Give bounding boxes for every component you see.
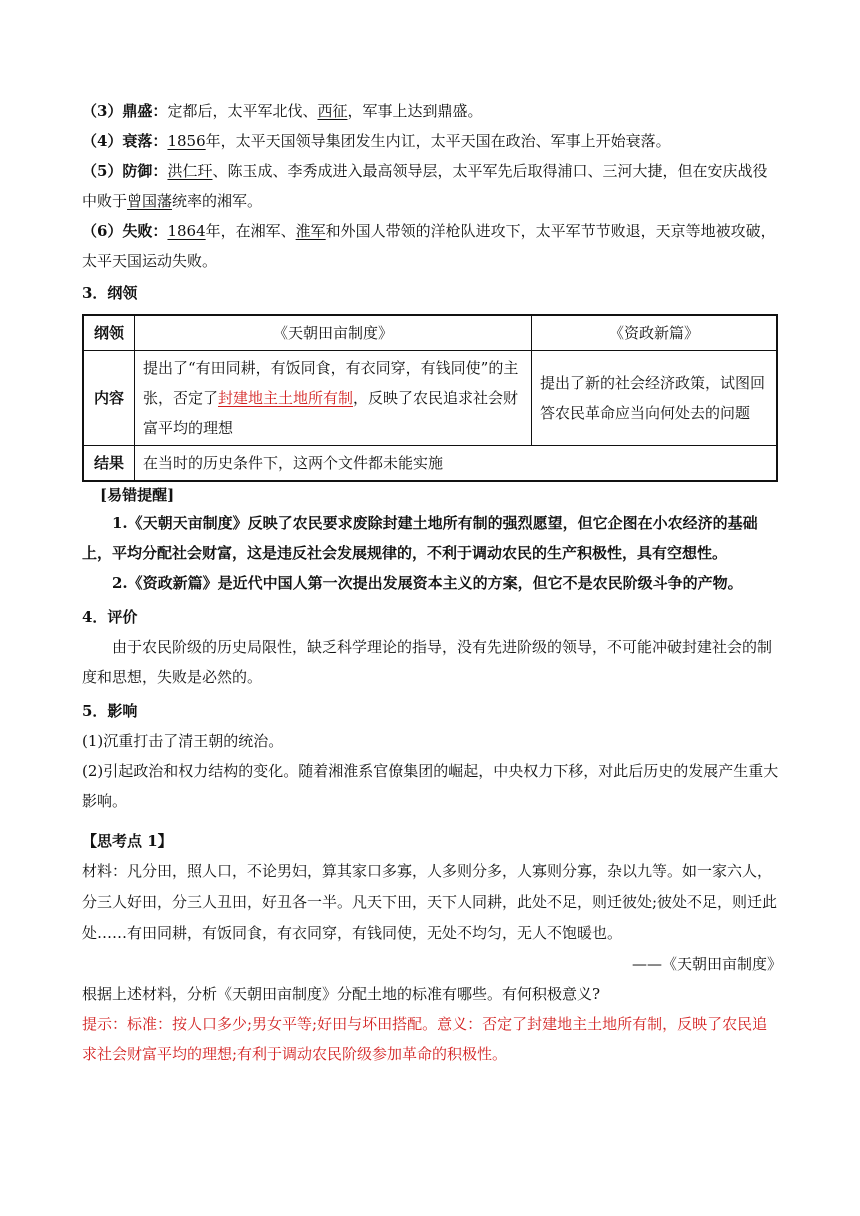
section-heading-impact: 5．影响 xyxy=(82,702,138,720)
evaluation-text: 由于农民阶级的历史局限性，缺乏科学理论的指导，没有先进阶级的领导，不可能冲破封建社会的制度和思想，失败是必然的。 xyxy=(82,638,773,686)
underlined-term: 1856 xyxy=(167,132,206,150)
table-row xyxy=(83,315,777,351)
event-label: （4）衰落： xyxy=(82,132,168,150)
table-cell: 提出了新的社会经济政策，试图回答农民革命应当向何处去的问题 xyxy=(532,351,778,446)
event-label: （3）鼎盛： xyxy=(82,102,168,120)
material-text: 材料：凡分田，照人口，不论男妇，算其家口多寡，人多则分多，人寡则分寡，杂以九等。如一家六人，分三人好田，分三人丑田，好丑各一半。凡天下田，天下人同耕，此处不足，则迁彼处;彼处不足，则迁此处……有田同耕，有饭同食，有衣同穿，有钱同使，无处不均匀，无人不饱暖也。 xyxy=(82,862,778,942)
table-row-label: 结果 xyxy=(83,446,135,482)
impact-item: (1)沉重打击了清王朝的统治。 xyxy=(82,732,284,750)
table-cell: 在当时的历史条件下，这两个文件都未能实施 xyxy=(135,446,778,482)
table-header-cell: 《资政新篇》 xyxy=(532,315,778,351)
section-heading-evaluation: 4．评价 xyxy=(82,608,138,626)
think-point-heading: 【思考点 1】 xyxy=(82,832,173,850)
event-5: （5）防御：洪仁玕、陈玉成、李秀成进入最高领导层，太平军先后取得浦口、三河大捷，但在安庆战役中败于曾国藩统率的湘军。 xyxy=(82,162,768,210)
highlighted-term: 封建地主土地所有制 xyxy=(218,389,354,407)
impact-item: (2)引起政治和权力结构的变化。随着湘淮系官僚集团的崛起，中央权力下移，对此后历史的发展产生重大影响。 xyxy=(82,762,779,810)
event-4: （4）衰落：1856年，太平天国领导集团发生内讧，太平天国在政治、军事上开始衰落。 xyxy=(82,132,671,150)
material-source: ——《天朝田亩制度》 xyxy=(631,955,782,973)
event-3: （3）鼎盛：定都后，太平军北伐、西征，军事上达到鼎盛。 xyxy=(82,102,483,120)
underlined-term: 洪仁玕 xyxy=(167,162,213,180)
question-text: 根据上述材料，分析《天朝田亩制度》分配土地的标准有哪些。有何积极意义? xyxy=(82,985,601,1003)
table-row-label: 内容 xyxy=(83,351,135,446)
underlined-term: 曾国藩 xyxy=(127,192,173,210)
table-row xyxy=(83,446,777,482)
table-cell: 提出了“有田同耕，有饭同食，有衣同穿，有钱同使”的主张，否定了封建地主土地所有制，反映了农民追求社会财富平均的理想 xyxy=(135,351,532,446)
event-label: （5）防御： xyxy=(82,162,168,180)
note-title: [易错提醒] xyxy=(100,486,175,504)
answer-text: 提示：标准：按人口多少;男女平等;好田与坏田搭配。意义：否定了封建地主土地所有制，反映了农民追求社会财富平均的理想;有利于调动农民阶级参加革命的积极性。 xyxy=(82,1015,768,1063)
table-row xyxy=(83,351,777,446)
note-item: 2.《资政新篇》是近代中国人第一次提出发展资本主义的方案，但它不是农民阶级斗争的产物。 xyxy=(112,574,743,592)
underlined-term: 淮军 xyxy=(295,222,326,240)
underlined-term: 1864 xyxy=(167,222,206,240)
note-item: 1.《天朝天亩制度》反映了农民要求废除封建土地所有制的强烈愿望，但它企图在小农经济的基础上，平均分配社会财富，这是违反社会发展规律的，不利于调动农民的生产积极性，具有空想性。 xyxy=(82,514,758,562)
table-header-cell: 纲领 xyxy=(83,315,135,351)
program-table xyxy=(82,314,778,482)
underlined-term: 西征 xyxy=(317,102,348,120)
event-6: （6）失败：1864年，在湘军、淮军和外国人带领的洋枪队进攻下，太平军节节败退，天京等地被攻破，太平天国运动失败。 xyxy=(82,222,776,270)
document-content xyxy=(82,96,782,1069)
event-label: （6）失败： xyxy=(82,222,168,240)
table-header-cell: 《天朝田亩制度》 xyxy=(135,315,532,351)
section-heading-program: 3．纲领 xyxy=(82,284,138,302)
